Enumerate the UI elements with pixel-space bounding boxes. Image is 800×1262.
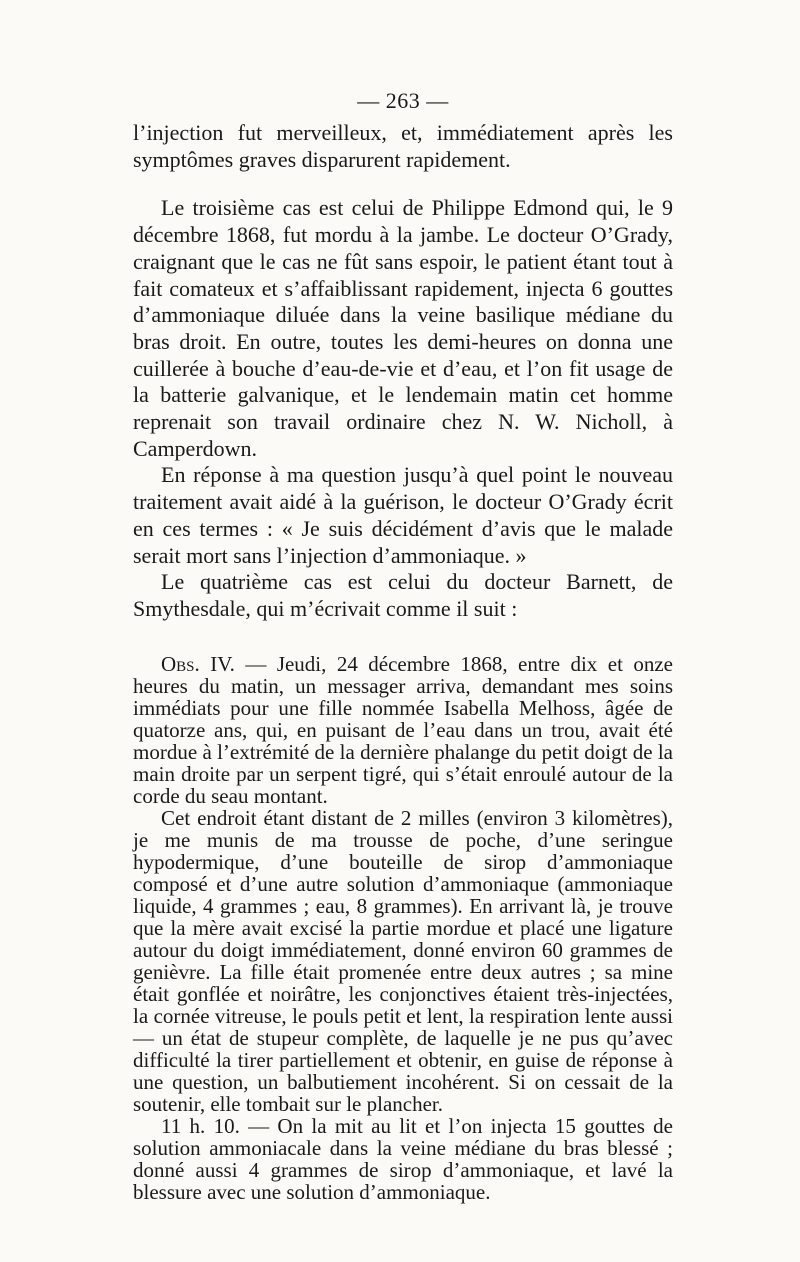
observation-intro xyxy=(133,653,673,807)
page-number: — 263 — xyxy=(357,88,449,113)
paragraph-ogrady-answer: En réponse à ma question jusqu’à quel point le nouveau traitement avait aidé à la guérison, le docteur O’Grady écrit en ces termes : « Je suis décidément d’avis que le malade serait mort sans l’injection d’ammoniaque. » xyxy=(133,462,673,568)
paragraph-continuation: l’injection fut merveilleux, et, immédiatement après les symptômes graves disparurent rapidement. xyxy=(133,120,673,172)
observation-paragraph: Cet endroit étant distant de 2 milles (environ 3 kilomètres), je me munis de ma trousse de poche, d’une seringue hypodermique, d’une bouteille de sirop d’ammoniaque composé et d’une autre solution d’ammoniaque (ammoniaque liquide, 4 grammes ; eau, 8 grammes). En arrivant là, je trouve que la mère avait excisé la partie mordue et placé une ligature autour du doigt immédiatement, donné environ 60 grammes de genièvre. La fille était promenée entre deux autres ; sa mine était gonflée et noirâtre, les conjonctives étaient très-injectées, la cornée vitreuse, le pouls petit et lent, la respiration lente aussi — un état de stupeur complète, de laquelle je ne pus qu’avec difficulté la tirer partiellement et obtenir, en guise de réponse à une question, un balbutiement incohérent. Si on cessait de la soutenir, elle tombait sur le plancher. xyxy=(133,805,673,1116)
observation-intro-text: — Jeudi, 24 décembre 1868, entre dix et onze heures du matin, un messager arriva, demandant mes soins immédiats pour une fille nommée Isabella Melhoss, âgée de quatorze ans, qui, en puisant de l’eau dans un trou, avait été mordue à l’extrémité de la dernière phalange du petit doigt de la main droite par un serpent tigré, qui s’était enroulé autour de la corde du seau montant. xyxy=(133,651,673,808)
observation-label: Obs. IV. xyxy=(161,651,235,676)
observation-paragraph: 11 h. 10. — On la mit au lit et l’on injecta 15 gouttes de solution ammoniacale dans la veine médiane du bras blessé ; donné aussi 4 grammes de sirop d’ammoniaque, et lavé la blessure avec une solution d’ammoniaque. xyxy=(133,1113,673,1204)
paragraph-fourth-case-intro: Le quatrième cas est celui du docteur Barnett, de Smythesdale, qui m’écrivait comme il suit : xyxy=(133,569,673,621)
paragraph-third-case: Le troisième cas est celui de Philippe Edmond qui, le 9 décembre 1868, fut mordu à la jambe. Le docteur O’Grady, craignant que le cas ne fût sans espoir, le patient étant tout à fait comateux et s’affaiblissant rapidement, injecta 6 gouttes d’ammoniaque diluée dans la veine basilique médiane du bras droit. En outre, toutes les demi-heures on donna une cuillerée à bouche d’eau-de-vie et d’eau, et l’on fit usage de la batterie galvanique, et le lendemain matin cet homme reprenait son travail ordinaire chez N. W. Nicholl, à Camperdown. xyxy=(133,195,673,461)
document-page xyxy=(133,86,673,1203)
observation-block xyxy=(133,653,673,1203)
